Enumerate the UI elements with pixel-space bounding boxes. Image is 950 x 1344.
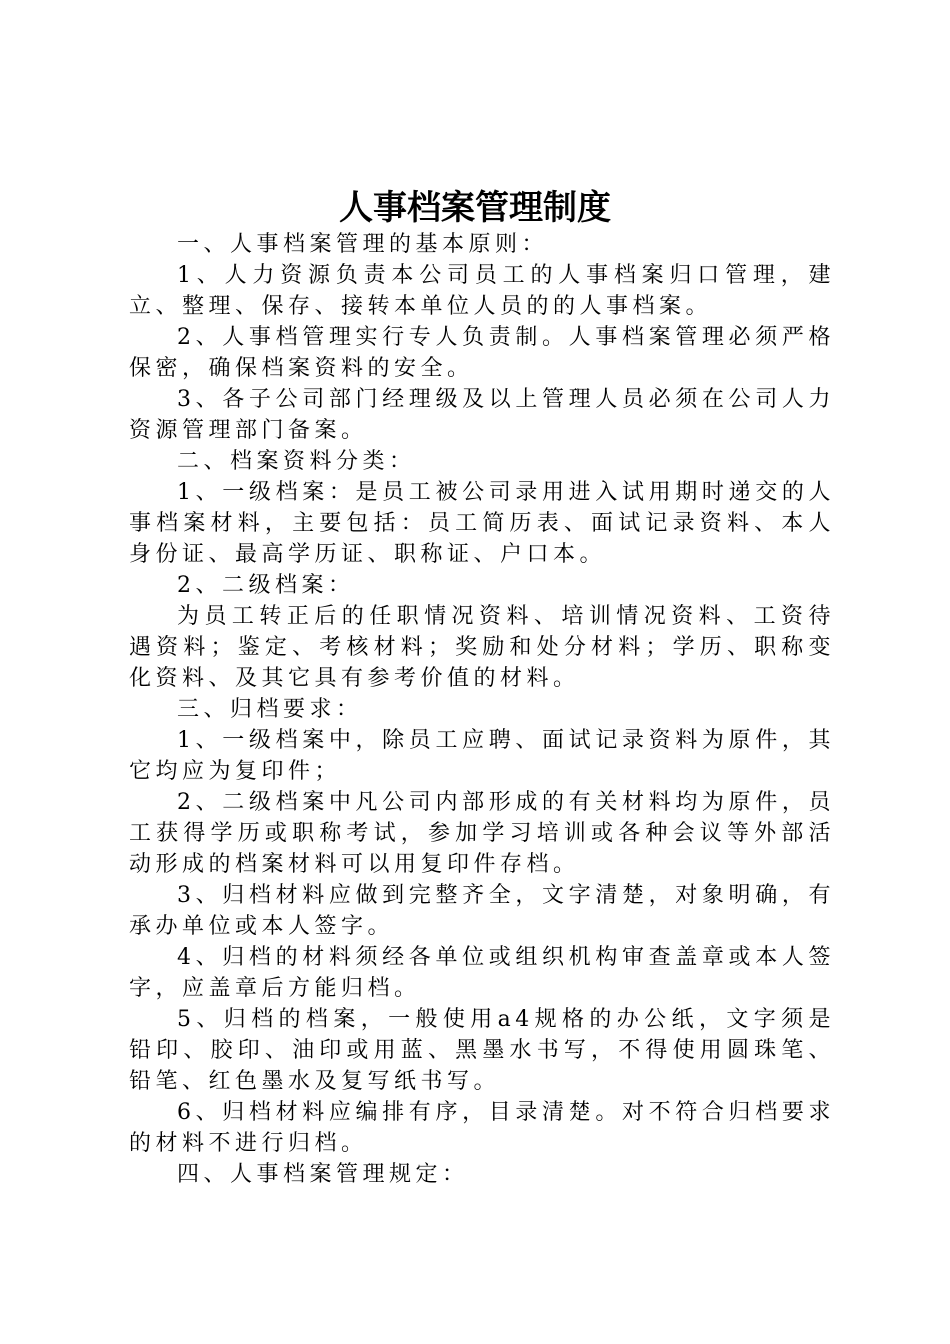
paragraph-3-2: 2、二级档案中凡公司内部形成的有关材料均为原件，员工获得学历或职称考试，参加学习培训或各种会议等外部活动形成的档案材料可以用复印件存档。 (129, 790, 835, 877)
document-title: 人事档案管理制度 (339, 188, 611, 228)
paragraph-3-3: 3、归档材料应做到完整齐全，文字清楚，对象明确，有承办单位或本人签字。 (129, 883, 835, 939)
paragraph-2-1: 1、一级档案：是员工被公司录用进入试用期时递交的人事档案材料，主要包括：员工简历表、面试记录资料、本人身份证、最高学历证、职称证、户口本。 (129, 480, 835, 567)
paragraph-2-2-detail: 为员工转正后的任职情况资料、培训情况资料、工资待遇资料；鉴定、考核材料；奖励和处分材料；学历、职称变化资料、及其它具有参考价值的材料。 (129, 604, 835, 691)
section-heading-2: 二、档案资料分类： (177, 449, 416, 474)
paragraph-2-2: 2、二级档案： (177, 573, 355, 598)
paragraph-1-1: 1、人力资源负责本公司员工的人事档案归口管理，建立、整理、保存、接转本单位人员的的人事档案。 (129, 263, 835, 319)
paragraph-1-2: 2、人事档管理实行专人负责制。人事档案管理必须严格保密，确保档案资料的安全。 (129, 325, 835, 381)
paragraph-3-5: 5、归档的档案，一般使用a4规格的办公纸，文字须是铅印、胶印、油印或用蓝、黑墨水书写，不得使用圆珠笔、铅笔、红色墨水及复写纸书写。 (129, 1007, 835, 1094)
section-heading-3: 三、归档要求： (177, 697, 363, 722)
paragraph-3-1: 1、一级档案中，除员工应聘、面试记录资料为原件，其它均应为复印件； (129, 728, 835, 784)
paragraph-3-6: 6、归档材料应编排有序，目录清楚。对不符合归档要求的材料不进行归档。 (129, 1100, 835, 1156)
section-heading-1: 一、人事档案管理的基本原则： (177, 232, 549, 257)
section-heading-4: 四、人事档案管理规定： (177, 1162, 469, 1187)
document-body (129, 229, 835, 1190)
paragraph-1-3: 3、各子公司部门经理级及以上管理人员必须在公司人力资源管理部门备案。 (129, 387, 835, 443)
paragraph-3-4: 4、归档的材料须经各单位或组织机构审查盖章或本人签字，应盖章后方能归档。 (129, 945, 835, 1001)
